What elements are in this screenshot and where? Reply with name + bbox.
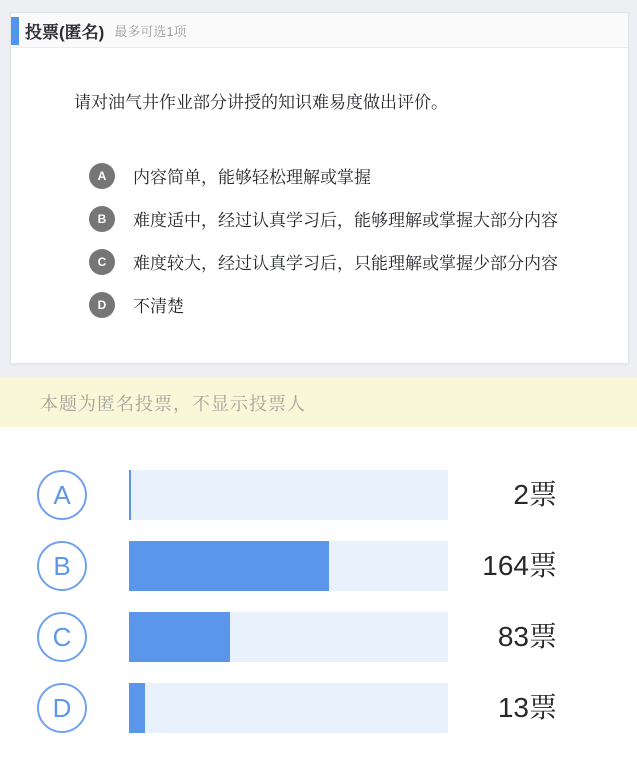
- option-label: 内容简单，能够轻松理解或掌握: [133, 168, 371, 187]
- poll-question: 请对油气井作业部分讲授的知识难易度做出评价。: [74, 93, 448, 112]
- option-label: 不清楚: [133, 297, 184, 316]
- result-row-A: [0, 470, 637, 520]
- result-row-C: [0, 612, 637, 662]
- accent-bar: [11, 17, 19, 45]
- option-key-badge: B: [89, 206, 115, 232]
- anonymous-notice-text: 本题为匿名投票，不显示投票人: [40, 393, 306, 414]
- result-option-ring: C: [37, 612, 87, 662]
- option-key-badge: C: [89, 249, 115, 275]
- option-key-badge: D: [89, 292, 115, 318]
- options-list: [11, 154, 628, 326]
- vote-bar-track: [129, 541, 448, 591]
- vote-bar-track: [129, 683, 448, 733]
- poll-rule-text: 最多可选1项: [114, 23, 187, 39]
- vote-bar-fill: [129, 612, 230, 662]
- poll-option-A[interactable]: [11, 154, 628, 197]
- vote-bar-fill: [129, 470, 131, 520]
- result-row-D: [0, 683, 637, 733]
- anonymous-notice-banner: [0, 378, 637, 427]
- poll-card: [10, 12, 629, 364]
- vote-count-label: 2票: [513, 479, 557, 510]
- vote-bar-fill: [129, 683, 145, 733]
- poll-card-body: [11, 48, 628, 326]
- result-option-ring: B: [37, 541, 87, 591]
- option-label: 难度适中，经过认真学习后，能够理解或掌握大部分内容: [133, 211, 558, 230]
- result-row-B: [0, 541, 637, 591]
- poll-option-C[interactable]: [11, 240, 628, 283]
- poll-option-B[interactable]: [11, 197, 628, 240]
- poll-card-header: [11, 13, 628, 48]
- vote-count-label: 83票: [497, 621, 557, 652]
- vote-count-label: 13票: [497, 692, 557, 723]
- vote-count-label: 164票: [482, 550, 557, 581]
- vote-bar-track: [129, 612, 448, 662]
- option-key-badge: A: [89, 163, 115, 189]
- result-option-ring: D: [37, 683, 87, 733]
- result-option-ring: A: [37, 470, 87, 520]
- vote-results-chart: [0, 427, 637, 776]
- vote-bar-track: [129, 470, 448, 520]
- poll-title: 投票(匿名): [25, 22, 105, 42]
- poll-option-D[interactable]: [11, 283, 628, 326]
- vote-bar-fill: [129, 541, 329, 591]
- option-label: 难度较大，经过认真学习后，只能理解或掌握少部分内容: [133, 254, 558, 273]
